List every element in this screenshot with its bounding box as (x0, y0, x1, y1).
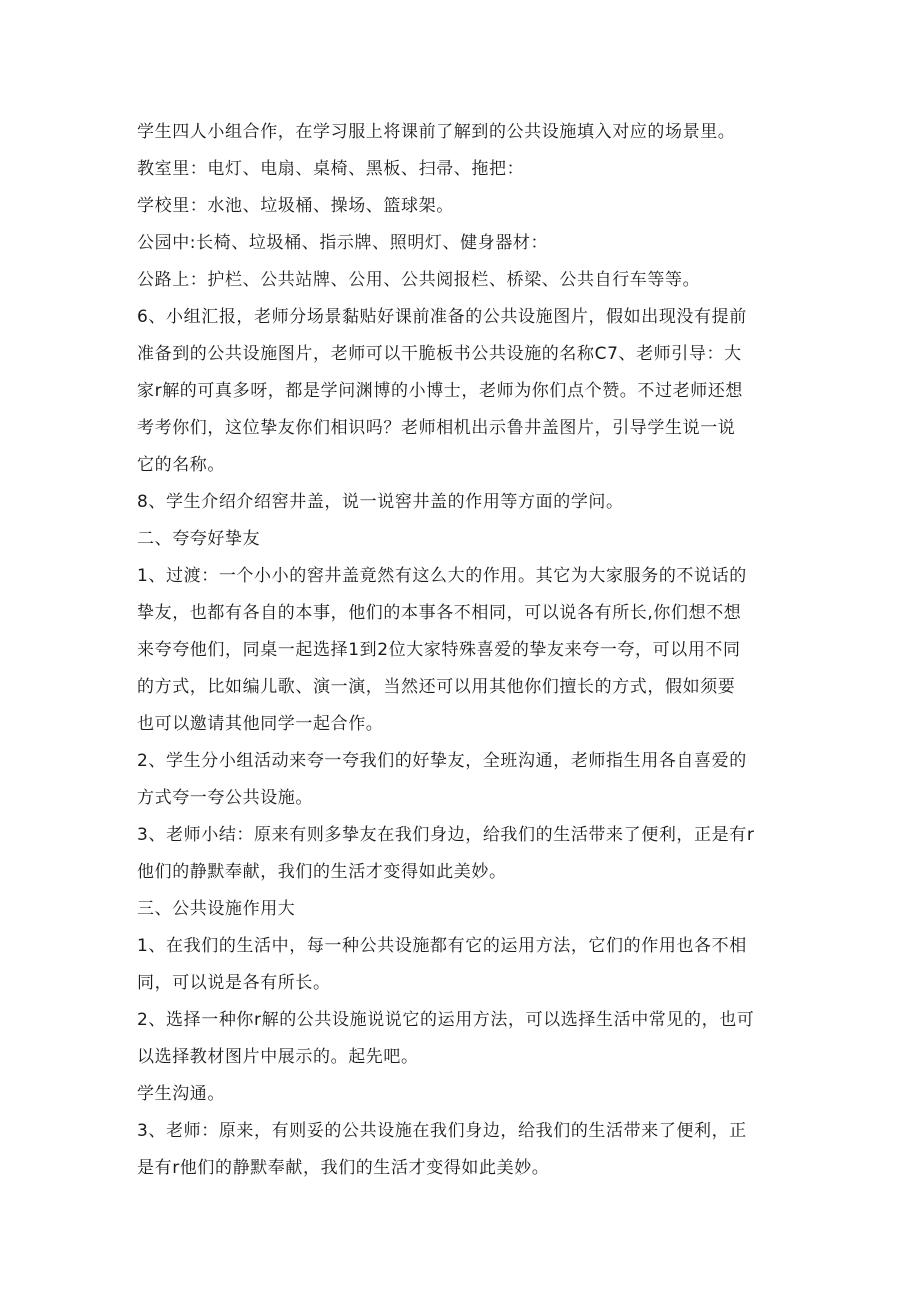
text-line: 2、学生分小组活动来夸一夸我们的好挚友，全班沟通，老师指生用各自喜爱的 (137, 751, 747, 771)
paragraph-section3-step-3 (137, 1113, 787, 1187)
text-line: 公园中:长椅、垃圾桶、指示牌、照明灯、健身器材： (137, 233, 549, 253)
paragraph-road (137, 262, 787, 299)
text-line: 学校里：水池、垃圾桶、操场、篮球架。 (137, 196, 454, 216)
paragraph-section2-step-3 (137, 817, 787, 891)
text-line: 1、在我们的生活中，每一种公共设施都有它的运用方法，它们的作用也各不相 (137, 936, 747, 956)
paragraph-classroom (137, 151, 787, 188)
paragraph-section2-step-2 (137, 743, 787, 817)
paragraph-park (137, 225, 787, 262)
text-line: 考考你们，这位挚友你们相识吗？老师相机出示鲁井盖图片，引导学生说一说 (137, 418, 736, 438)
text-line: 来夸夸他们，同桌一起选择1到2位大家特殊喜爱的挚友来夸一夸，可以用不同 (137, 640, 741, 660)
paragraph-group-activity (137, 114, 787, 151)
text-line: 他们的静默奉献，我们的生活才变得如此美妙。 (137, 862, 507, 882)
section-heading: 二、夸夸好挚友 (137, 529, 261, 549)
paragraph-section3-step-1 (137, 928, 787, 1002)
text-line: 的方式，比如编儿歌、演一演，当然还可以用其他你们擅长的方式，假如须要 (137, 677, 736, 697)
paragraph-school (137, 188, 787, 225)
section-heading-2 (137, 521, 787, 558)
text-line: 挚友，也都有各自的本事，他们的本事各不相同，可以说各有所长,你们想不想 (137, 603, 742, 623)
text-line: 学生四人小组合作，在学习服上将课前了解到的公共设施填入对应的场景里。 (137, 122, 736, 142)
paragraph-step-6 (137, 299, 787, 484)
text-line: 8、学生介绍介绍窖井盖，说一说窖井盖的作用等方面的学问。 (137, 492, 624, 512)
text-line: 家r解的可真多呀，都是学问渊博的小博士，老师为你们点个赞。不过老师还想 (137, 381, 743, 401)
text-line: 3、老师：原来，有则妥的公共设施在我们身边，给我们的生活带来了便利，正 (137, 1121, 747, 1141)
text-line: 方式夸一夸公共设施。 (137, 788, 313, 808)
paragraph-section2-step-1 (137, 558, 787, 743)
text-line: 同，可以说是各有所长。 (137, 973, 331, 993)
text-line: 以选择教材图片中展示的。起先吧。 (137, 1047, 419, 1067)
text-line: 6、小组汇报，老师分场景黏贴好课前准备的公共设施图片，假如出现没有提前 (137, 307, 747, 327)
text-line: 公路上：护栏、公共站牌、公用、公共阅报栏、桥梁、公共自行车等等。 (137, 270, 701, 290)
text-line: 1、过渡：一个小小的窖井盖竟然有这么大的作用。其它为大家服务的不说话的 (137, 566, 747, 586)
text-line: 也可以邀请其他同学一起合作。 (137, 714, 384, 734)
text-line: 3、老师小结：原来有则多挚友在我们身边，给我们的生活带来了便利，正是有r (137, 825, 755, 845)
text-line: 学生沟通。 (137, 1084, 225, 1104)
document-body (137, 114, 787, 1187)
section-heading: 三、公共设施作用大 (137, 899, 296, 919)
paragraph-student-exchange (137, 1076, 787, 1113)
text-line: 是有r他们的静默奉献，我们的生活才变得如此美妙。 (137, 1158, 550, 1178)
text-line: 教室里：电灯、电扇、桌椅、黑板、扫帚、拖把： (137, 159, 525, 179)
paragraph-step-8 (137, 484, 787, 521)
text-line: 它的名称。 (137, 455, 225, 475)
section-heading-3 (137, 891, 787, 928)
text-line: 准备到的公共设施图片，老师可以干脆板书公共设施的名称C7、老师引导：大 (137, 344, 742, 364)
text-line: 2、选择一种你r解的公共设施说说它的运用方法，可以选择生活中常见的，也可 (137, 1010, 755, 1030)
paragraph-section3-step-2 (137, 1002, 787, 1076)
